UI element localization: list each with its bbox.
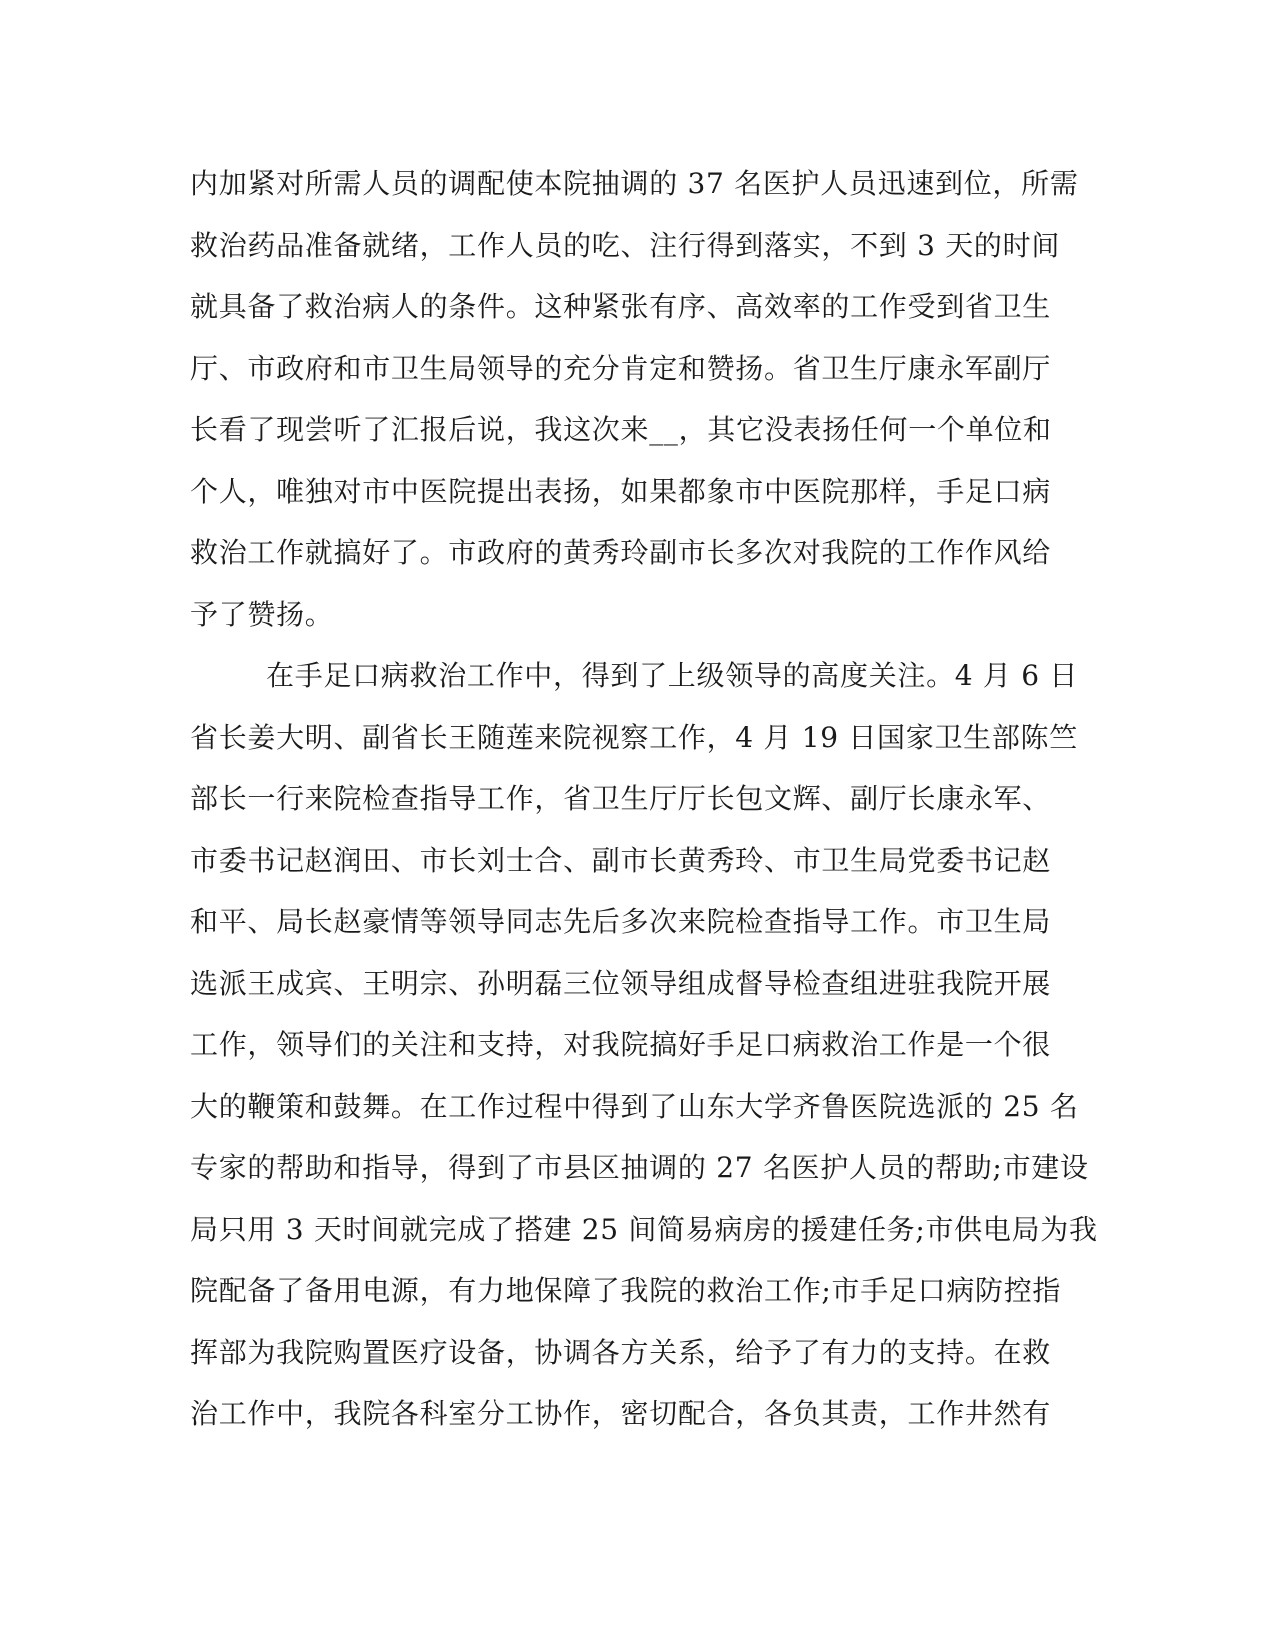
text-line: 在手足口病救治工作中，得到了上级领导的高度关注。4 月 6 日 xyxy=(266,659,1079,692)
text-line: 厅、市政府和市卫生局领导的充分肯定和赞扬。省卫生厅康永军副厅 xyxy=(190,351,1052,385)
text-line: 长看了现尝听了汇报后说，我这次来__，其它没表扬任何一个单位和 xyxy=(190,413,1052,446)
text-line: 挥部为我院购置医疗设备，协调各方关系，给予了有力的支持。在救 xyxy=(190,1335,1052,1369)
document-body xyxy=(190,166,1098,1458)
text-line: 个人，唯独对市中医院提出表扬，如果都象市中医院那样，手足口病 xyxy=(190,474,1052,508)
text-line: 救治药品准备就绪，工作人员的吃、注行得到落实，不到 3 天的时间 xyxy=(190,228,1061,262)
text-line: 市委书记赵润田、市长刘士合、副市长黄秀玲、市卫生局党委书记赵 xyxy=(190,843,1052,877)
text-line: 专家的帮助和指导，得到了市县区抽调的 27 名医护人员的帮助;市建设 xyxy=(190,1151,1089,1184)
paragraph-1 xyxy=(190,166,1090,658)
text-line: 院配备了备用电源，有力地保障了我院的救治工作;市手足口病防控指 xyxy=(190,1274,1062,1307)
text-line: 局只用 3 天时间就完成了搭建 25 间简易病房的援建任务;市供电局为我 xyxy=(190,1212,1098,1246)
text-line: 省长姜大明、副省长王随莲来院视察工作，4 月 19 日国家卫生部陈竺 xyxy=(190,720,1078,754)
text-line: 大的鞭策和鼓舞。在工作过程中得到了山东大学齐鲁医院选派的 25 名 xyxy=(190,1089,1079,1123)
text-line: 工作，领导们的关注和支持，对我院搞好手足口病救治工作是一个很 xyxy=(190,1028,1052,1061)
paragraph-2 xyxy=(190,658,1098,1458)
text-line: 部长一行来院检查指导工作，省卫生厅厅长包文辉、副厅长康永军、 xyxy=(190,782,1052,815)
text-line: 和平、局长赵豪情等领导同志先后多次来院检查指导工作。市卫生局 xyxy=(190,905,1052,938)
text-line: 予了赞扬。 xyxy=(190,597,334,631)
text-line: 治工作中，我院各科室分工协作，密切配合，各负其责，工作井然有 xyxy=(190,1397,1052,1430)
text-line: 选派王成宾、王明宗、孙明磊三位领导组成督导检查组进驻我院开展 xyxy=(190,966,1052,1000)
text-line: 就具备了救治病人的条件。这种紧张有序、高效率的工作受到省卫生 xyxy=(190,290,1052,323)
text-line: 救治工作就搞好了。市政府的黄秀玲副市长多次对我院的工作作风给 xyxy=(190,536,1052,569)
text-line: 内加紧对所需人员的调配使本院抽调的 37 名医护人员迅速到位，所需 xyxy=(190,167,1079,200)
